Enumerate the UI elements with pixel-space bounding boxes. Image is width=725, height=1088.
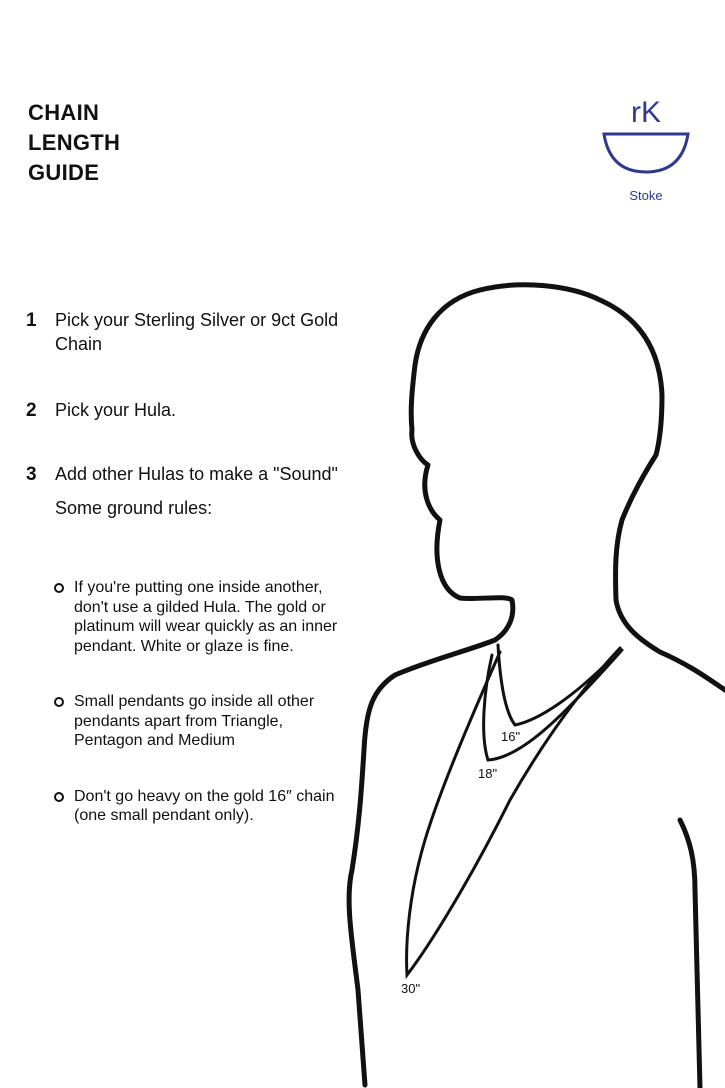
- brand-logo: [596, 96, 696, 208]
- chain-16: [498, 645, 610, 725]
- bullet-icon: [54, 792, 64, 802]
- rule-item: [54, 787, 344, 826]
- chain-label-18: 18": [478, 766, 498, 781]
- bullet-icon: [54, 583, 64, 593]
- logo-mark: rK: [631, 96, 661, 129]
- bowl-icon: [602, 132, 690, 174]
- step-item: [26, 398, 346, 422]
- rule-text: Small pendants go inside all other pendants apart from Triangle, Pentagon and Medium: [74, 693, 315, 749]
- steps-list: [26, 308, 346, 520]
- step-number: 2: [26, 400, 37, 421]
- title-line-3: GUIDE: [28, 160, 100, 185]
- rule-item: [54, 692, 344, 751]
- step-number: 3: [26, 464, 37, 485]
- bullet-icon: [54, 697, 64, 707]
- page-title: [28, 98, 120, 188]
- logo-place: Stoke: [629, 188, 663, 203]
- rule-text: Don't go heavy on the gold 16″ chain (one small pendant only).: [74, 787, 335, 824]
- step-text: Pick your Hula.: [55, 400, 177, 420]
- rule-text: If you're putting one inside another, don't use a gilded Hula. The gold or platinum will wear quickly as an inner pendant. White or glaze is fine.: [74, 579, 338, 655]
- step-text: Pick your Sterling Silver or 9ct Gold Chain: [55, 310, 339, 354]
- step-text: Add other Hulas to make a "Sound": [55, 464, 338, 484]
- step-item: [26, 462, 346, 520]
- title-line-2: LENGTH: [28, 130, 121, 155]
- rule-item: [54, 578, 344, 656]
- chain-label-16: 16": [501, 729, 521, 744]
- title-line-1: CHAIN: [28, 100, 100, 125]
- chain-18: [484, 650, 622, 760]
- step-item: [26, 308, 346, 356]
- arm-outline: [680, 820, 700, 1088]
- rules-list: [54, 578, 344, 826]
- silhouette-outline: [349, 285, 725, 1085]
- rules-intro: Some ground rules:: [55, 498, 213, 518]
- step-number: 1: [26, 310, 37, 331]
- chain-label-30: 30": [401, 981, 421, 996]
- chain-30: [407, 648, 620, 975]
